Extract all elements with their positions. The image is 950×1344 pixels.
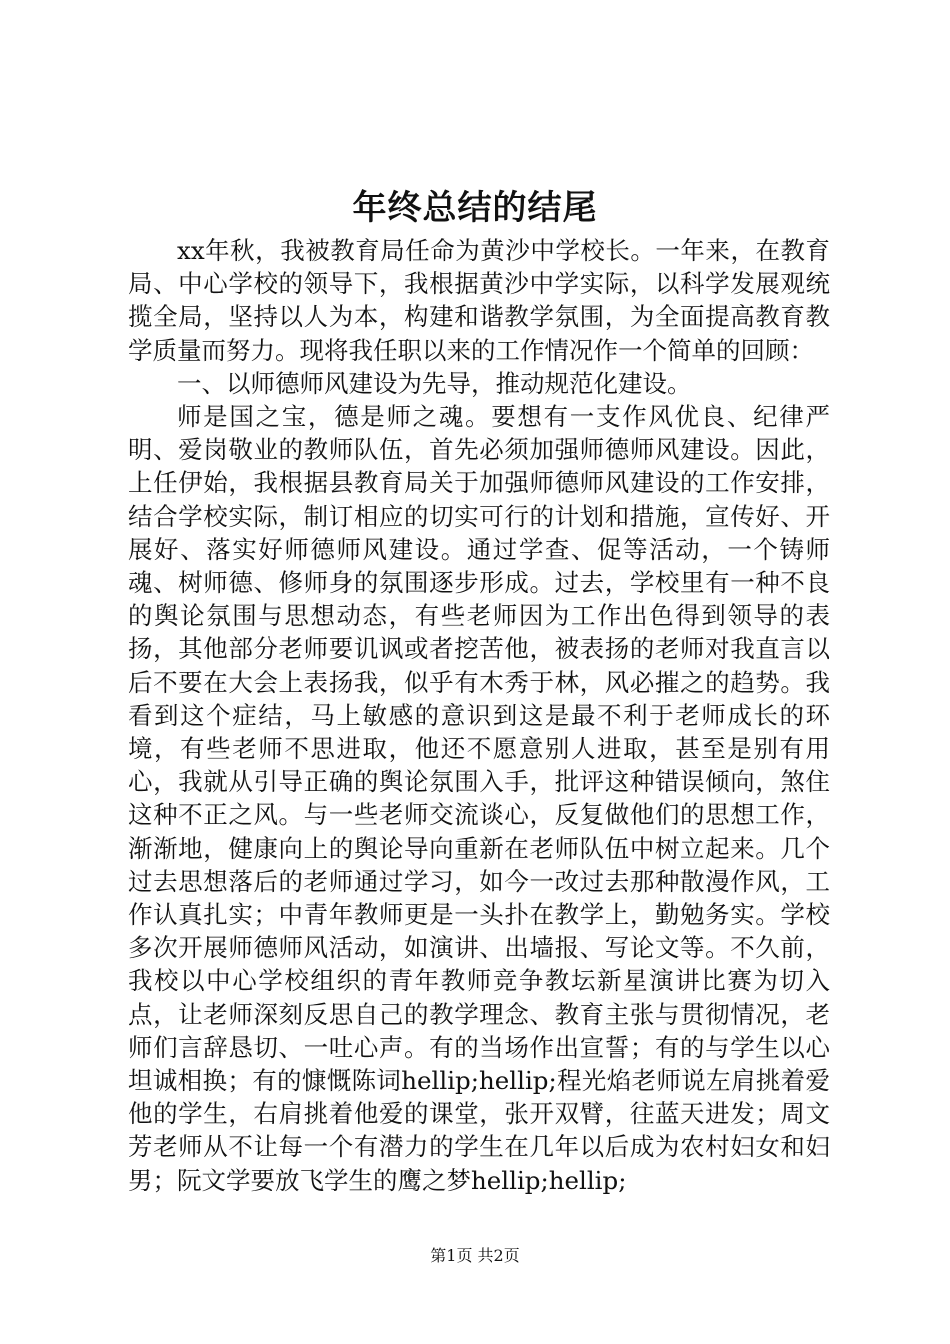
document-body <box>128 234 830 1197</box>
paragraph-teacher-ethics: 师是国之宝，德是师之魂。要想有一支作风优良、纪律严明、爱岗敬业的教师队伍，首先必须加强师德师风建设。因此，上任伊始，我根据县教育局关于加强师德师风建设的工作安排，结合学校实际，制订相应的切实可行的计划和措施，宣传好、开展好、落实好师德师风建设。通过学查、促等活动，一个铸师魂、树师德、修师身的氛围逐步形成。过去，学校里有一种不良的舆论氛围与思想动态，有些老师因为工作出色得到领导的表扬，其他部分老师要讥讽或者挖苦他，被表扬的老师对我直言以后不要在大会上表扬我，似乎有木秀于林，风必摧之的趋势。我看到这个症结，马上敏感的意识到这是最不利于老师成长的环境，有些老师不思进取，他还不愿意别人进取，甚至是别有用心，我就从引导正确的舆论氛围入手，批评这种错误倾向，煞住这种不正之风。与一些老师交流谈心，反复做他们的思想工作，渐渐地，健康向上的舆论导向重新在老师队伍中树立起来。几个过去思想落后的老师通过学习，如今一改过去那种散漫作风，工作认真扎实；中青年教师更是一头扑在教学上，勤勉务实。学校多次开展师德师风活动，如演讲、出墙报、写论文等。不久前，我校以中心学校组织的青年教师竞争教坛新星演讲比赛为切入点，让老师深刻反思自己的教学理念、教育主张与贯彻情况，老师们言辞恳切、一吐心声。有的当场作出宣誓；有的与学生以心坦诚相换；有的慷慨陈词hellip;hellip;程光焰老师说左肩挑着爱他的学生，右肩挑着他爱的课堂，张开双臂，往蓝天进发；周文芳老师从不让每一个有潜力的学生在几年以后成为农村妇女和妇男；阮文学要放飞学生的鹰之梦hellip;hellip; <box>128 402 830 1195</box>
page-number: 第1页 共2页 <box>430 1246 520 1265</box>
section-heading: 一、以师德师风建设为先导，推动规范化建设。 <box>177 368 692 398</box>
paragraph-intro: xx年秋，我被教育局任命为黄沙中学校长。一年来，在教育局、中心学校的领导下，我根据黄沙中学实际，以科学发展观统揽全局，坚持以人为本，构建和谐教学氛围，为全面提高教育教学质量而努力。现将我任职以来的工作情况作一个简单的回顾： <box>128 236 830 365</box>
document-title: 年终总结的结尾 <box>352 188 598 228</box>
